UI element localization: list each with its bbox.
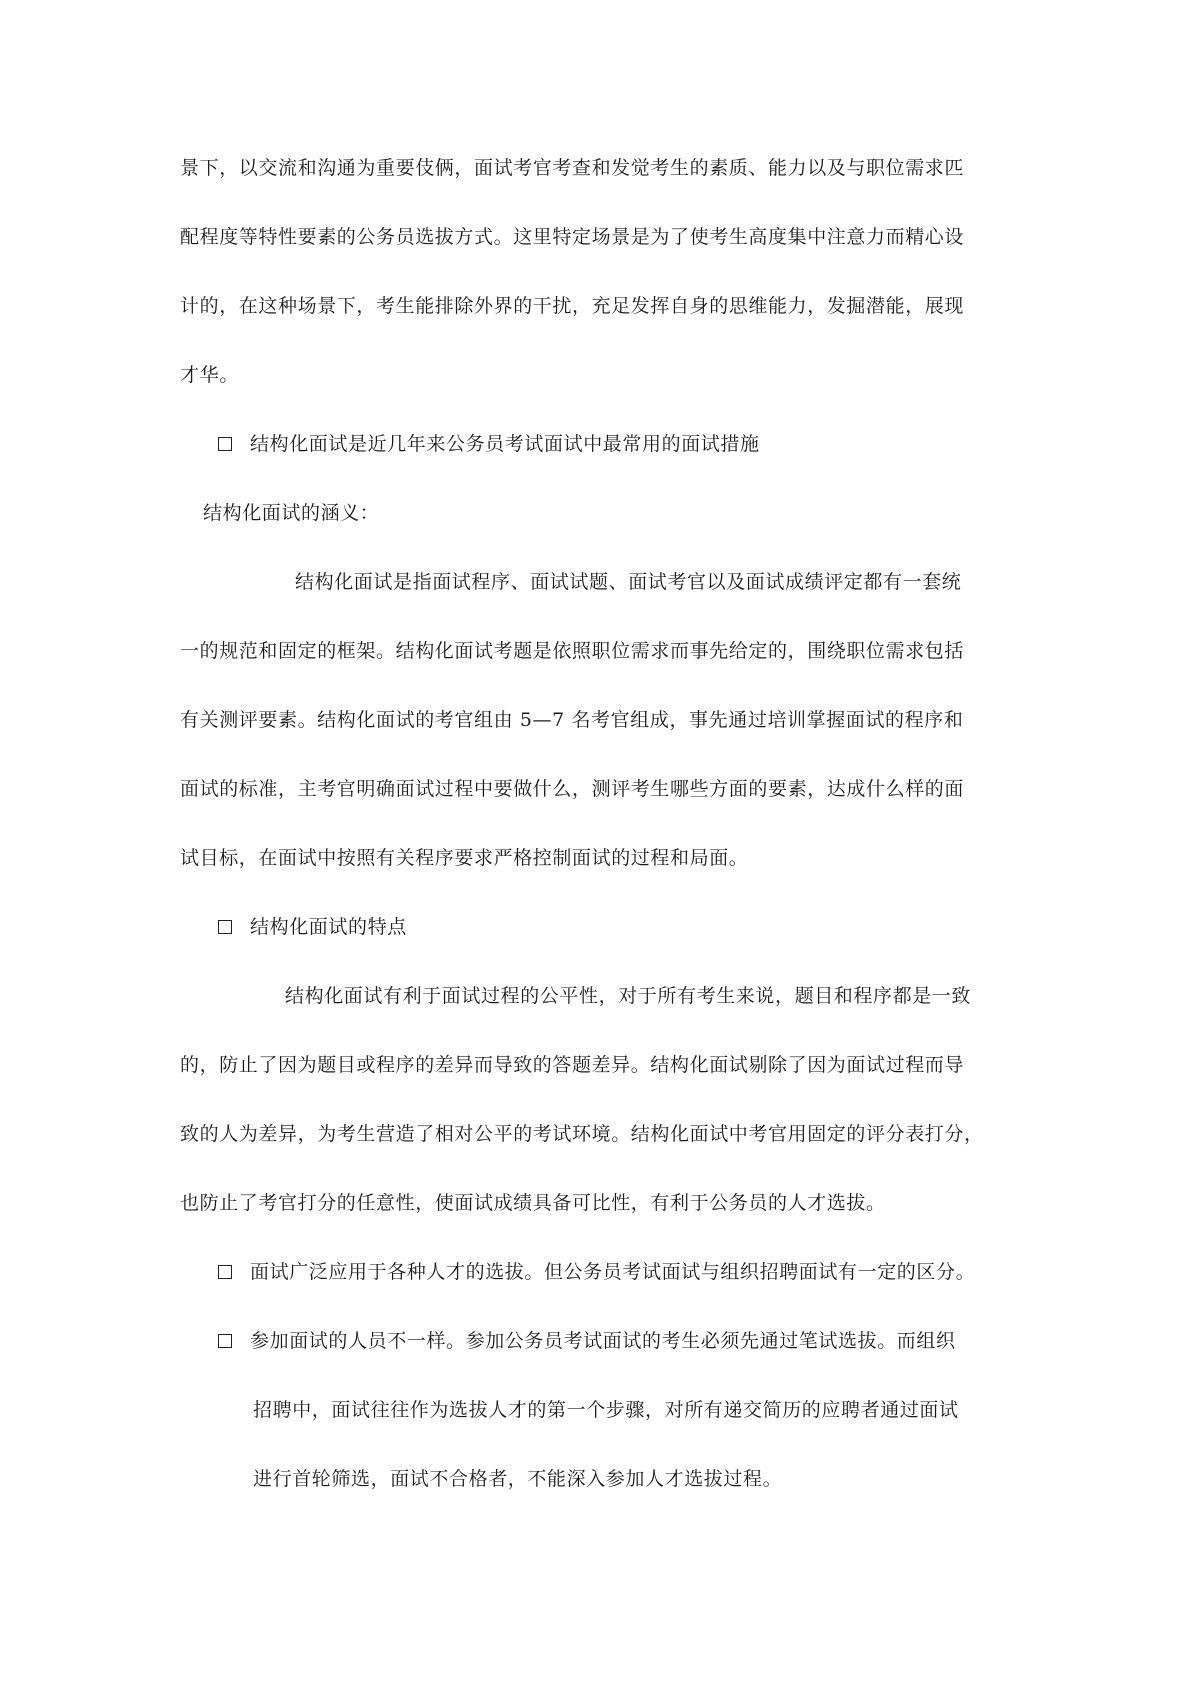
bullet-item [218,1260,975,1284]
paragraph-line: 一的规范和固定的框架。结构化面试考题是依照职位需求而事先给定的，围绕职位需求包括 [180,640,965,662]
bullet-item [218,432,760,456]
paragraph-line: 试目标，在面试中按照有关程序要求严格控制面试的过程和局面。 [180,847,749,869]
paragraph-line: 有关测评要素。结构化面试的考官组由 5—7 名考官组成，事先通过培训掌握面试的程序和 [180,709,964,731]
bullet-item [218,915,407,939]
paragraph-line: 面试的标准，主考官明确面试过程中要做什么，测评考生哪些方面的要素，达成什么样的面 [180,778,965,800]
bullet-text: 结构化面试是近几年来公务员考试面试中最常用的面试措施 [250,433,760,455]
paragraph-line: 结构化面试是指面试程序、面试试题、面试考官以及面试成绩评定都有一套统 [295,571,962,593]
paragraph-line: 的，防止了因为题目或程序的差异而导致的答题差异。结构化面试剔除了因为面试过程而导 [180,1054,965,1076]
paragraph-line: 景下，以交流和沟通为重要伎俩，面试考官考查和发觉考生的素质、能力以及与职位需求匹 [180,157,965,179]
bullet-text: 参加面试的人员不一样。参加公务员考试面试的考生必须先通过笔试选拔。而组织 [250,1330,956,1352]
paragraph-line: 才华。 [180,364,239,386]
paragraph-line: 致的人为差异，为考生营造了相对公平的考试环境。结构化面试中考官用固定的评分表打分， [180,1123,984,1145]
paragraph-line: 计的，在这种场景下，考生能排除外界的干扰，充足发挥自身的思维能力，发掘潜能，展现 [180,295,965,317]
checkbox-bullet-icon [218,1265,232,1279]
checkbox-bullet-icon [218,920,232,934]
checkbox-bullet-icon [218,437,232,451]
bullet-item [218,1329,956,1353]
paragraph-line: 配程度等特性要素的公务员选拔方式。这里特定场景是为了使考生高度集中注意力而精心设 [180,226,965,248]
checkbox-bullet-icon [218,1334,232,1348]
bullet-text: 结构化面试的特点 [250,916,407,938]
paragraph-line: 也防止了考官打分的任意性，使面试成绩具备可比性，有利于公务员的人才选拔。 [180,1192,886,1214]
bullet-text: 面试广泛应用于各种人才的选拔。但公务员考试面试与组织招聘面试有一定的区分。 [250,1261,976,1283]
paragraph-line: 结构化面试有利于面试过程的公平性，对于所有考生来说，题目和程序都是一致 [285,985,972,1007]
bullet-continuation-line: 进行首轮筛选，面试不合格者，不能深入参加人才选拔过程。 [253,1468,783,1490]
section-subheading: 结构化面试的涵义： [203,502,380,524]
bullet-continuation-line: 招聘中，面试往往作为选拔人才的第一个步骤，对所有递交简历的应聘者通过面试 [253,1399,959,1421]
